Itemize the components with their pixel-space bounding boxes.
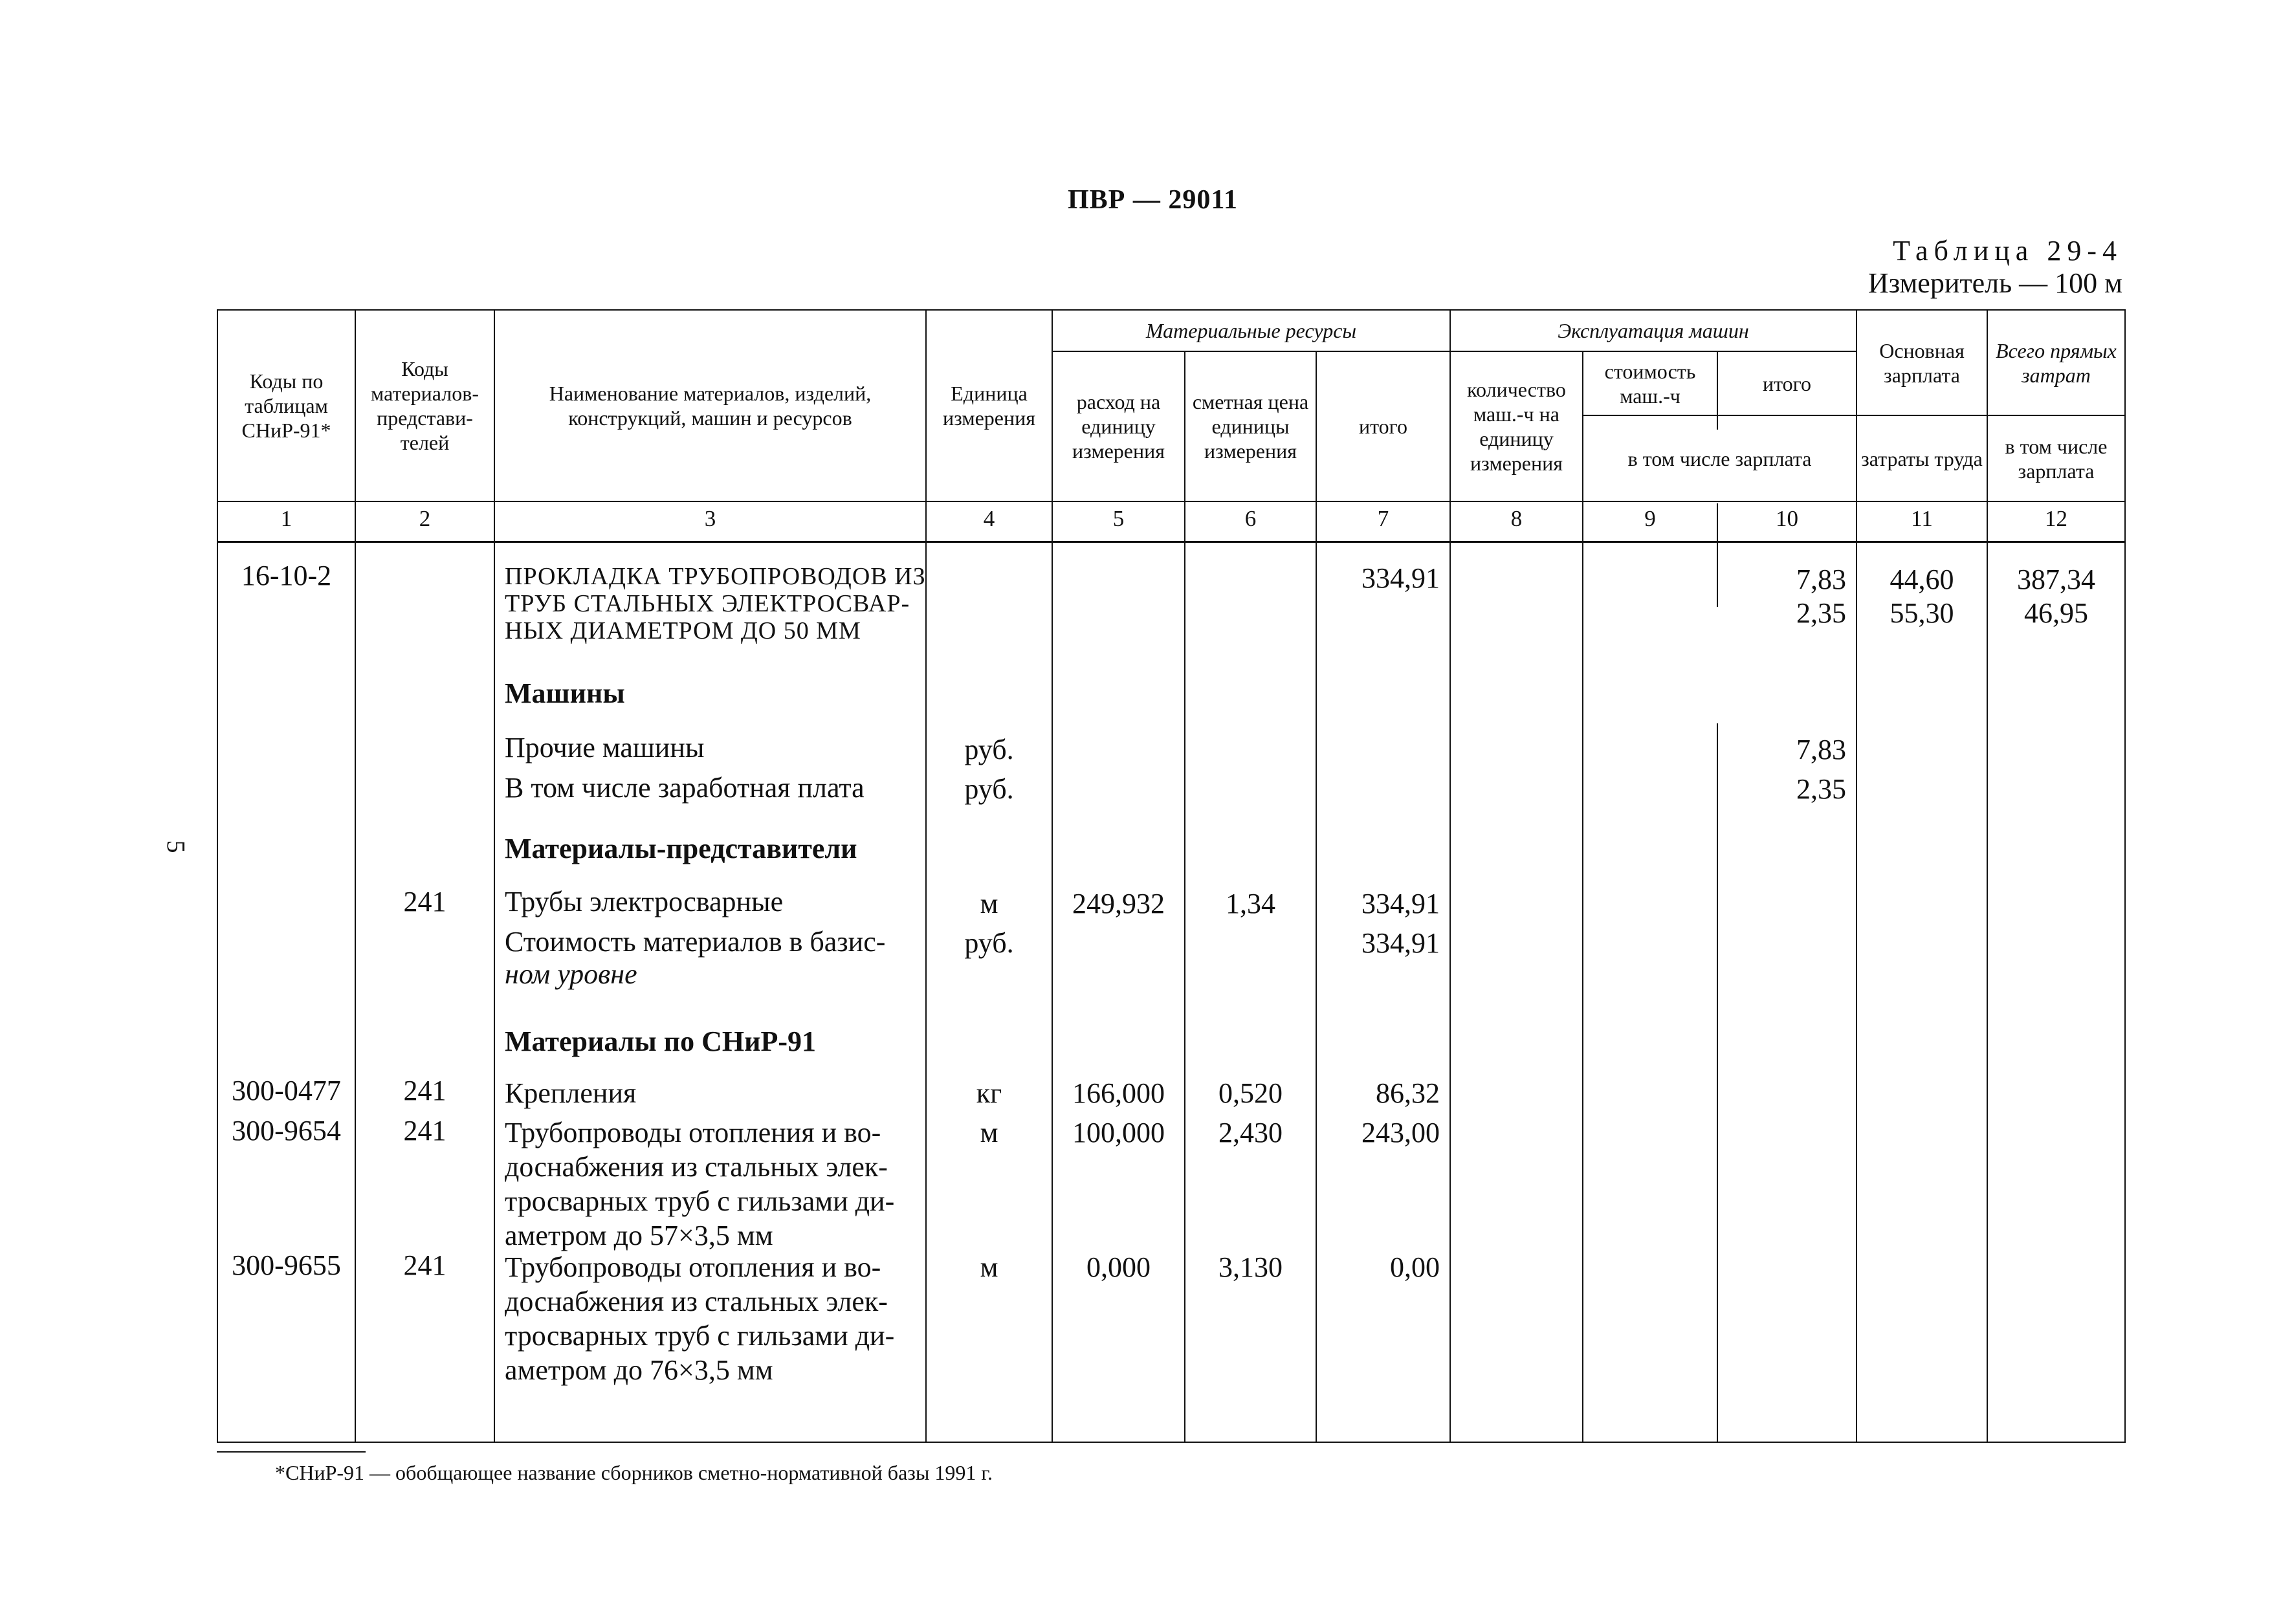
header-bottom-rule (217, 501, 2126, 502)
header-c9-10-sub: в том числе зарплата (1627, 446, 1812, 470)
row-c6: 1,34 (1226, 888, 1275, 919)
header-c7: итого (1358, 415, 1407, 438)
header-c10: итого (1762, 371, 1811, 395)
header-c2: Коды материалов-представи-телей (371, 357, 479, 454)
table-unit: Измеритель — 100 м (1868, 267, 2122, 299)
row-name-line: аметром до 57×3,5 мм (505, 1220, 773, 1251)
row-c7: 243,00 (1361, 1117, 1440, 1148)
column-number: 9 (1644, 506, 1656, 531)
row-c6: 0,520 (1218, 1077, 1283, 1109)
row-name-line: Стоимость материалов в базис- (505, 926, 886, 958)
column-number: 12 (2045, 506, 2067, 531)
row-name-line: аметром до 76×3,5 мм (505, 1354, 773, 1386)
header-c12-top: Всего прямых затрат (1996, 338, 2117, 387)
numbers-bottom-rule (217, 541, 2126, 543)
row-c7: 334,91 (1361, 927, 1440, 959)
row-c5: 166,000 (1072, 1077, 1165, 1109)
row-c1: 300-0477 (232, 1075, 341, 1106)
footnote-rule (217, 1451, 366, 1453)
main-name-line: ПРОКЛАДКА ТРУБОПРОВОДОВ ИЗ (505, 563, 926, 590)
column-number: 5 (1112, 506, 1125, 531)
main-code: 16-10-2 (241, 560, 332, 591)
row-c2: 241 (403, 1115, 446, 1147)
row-unit: м (980, 1117, 998, 1148)
row-name: В том числе заработная плата (505, 772, 865, 804)
row-name-line: доснабжения из стальных элек- (505, 1151, 888, 1183)
row-c7: 334,91 (1361, 888, 1440, 919)
row-c7: 0,00 (1390, 1251, 1440, 1283)
header-c4: Единица измерения (943, 382, 1035, 430)
section-heading-snir: Материалы по СНиР-91 (505, 1026, 817, 1057)
row-c10: 2,35 (1796, 773, 1846, 805)
row-name-line: ном уровне (505, 958, 637, 990)
header-c3: Наименование материалов, изделий, конструкций, машин и ресурсов (549, 382, 872, 430)
row-c1: 300-9655 (232, 1249, 341, 1281)
header-c5: расход на единицу измерения (1072, 390, 1165, 463)
row-name-line: Трубопроводы отопления и во- (505, 1117, 881, 1148)
row-unit: м (980, 888, 998, 919)
header-c11-top: Основная зарплата (1879, 338, 1965, 387)
main-machines-total: 7,83 (1796, 564, 1846, 595)
column-number: 2 (419, 506, 431, 531)
header-c11-bottom: затраты труда (1861, 446, 1983, 470)
main-machines-wage: 2,35 (1796, 597, 1846, 629)
row-unit: м (980, 1251, 998, 1283)
row-unit: руб. (964, 927, 1014, 959)
header-c8: количество маш.-ч на единицу измерения (1467, 378, 1566, 475)
header-c6: сметная цена единицы измерения (1192, 390, 1309, 463)
row-name-line: тросварных труб с гильзами ди- (505, 1185, 895, 1217)
main-direct-total: 387,34 (2017, 564, 2095, 595)
main-name-line: ТРУБ СТАЛЬНЫХ ЭЛЕКТРОСВАР- (505, 590, 910, 617)
footnote: *СНиР-91 — обобщающее название сборников сметно-нормативной базы 1991 г. (275, 1461, 993, 1484)
column-number: 11 (1911, 506, 1933, 531)
row-unit: кг (976, 1077, 1002, 1109)
header-c12-bottom: в том числе зарплата (2005, 434, 2108, 483)
main-base-wage: 44,60 (1890, 564, 1954, 595)
row-name: Трубы электросварные (505, 886, 784, 917)
main-labor: 55,30 (1890, 597, 1954, 629)
row-name: Прочие машины (505, 732, 705, 763)
table-border-right (2124, 309, 2126, 1443)
row-c5: 249,932 (1072, 888, 1165, 919)
document-title: ПВР — 29011 (1068, 185, 1239, 215)
main-direct-wage: 46,95 (2024, 597, 2088, 629)
row-c6: 3,130 (1218, 1251, 1283, 1283)
column-number: 4 (983, 506, 995, 531)
column-number: 3 (704, 506, 716, 531)
row-unit: руб. (964, 734, 1014, 765)
section-heading-representatives: Материалы-представители (505, 833, 857, 864)
row-c1: 300-9654 (232, 1115, 341, 1147)
row-c7: 86,32 (1376, 1077, 1440, 1109)
header-group-machines: Эксплуатация машин (1558, 319, 1749, 342)
col-divider (1717, 723, 1718, 1443)
row-c2: 241 (403, 1249, 446, 1281)
row-unit: руб. (964, 773, 1014, 805)
column-number: 6 (1244, 506, 1257, 531)
row-c6: 2,430 (1218, 1117, 1283, 1148)
resource-table (217, 309, 2126, 1443)
main-name-line: НЫХ ДИАМЕТРОМ ДО 50 ММ (505, 617, 861, 644)
row-name-line: Трубопроводы отопления и во- (505, 1251, 881, 1283)
column-number: 1 (280, 506, 292, 531)
section-heading-machines: Машины (505, 677, 625, 709)
main-total-materials: 334,91 (1361, 562, 1440, 594)
side-page-number: 5 (161, 840, 191, 853)
row-name-line: тросварных труб с гильзами ди- (505, 1320, 895, 1352)
table-caption: Таблица 29-4 (1893, 235, 2122, 267)
column-number: 8 (1510, 506, 1523, 531)
column-number: 7 (1377, 506, 1389, 531)
row-name: Крепления (505, 1077, 637, 1109)
table-border-bottom (217, 1442, 2126, 1443)
row-name-line: доснабжения из стальных элек- (505, 1286, 888, 1317)
header-group-materials: Материальные ресурсы (1145, 319, 1357, 342)
row-c5: 0,000 (1086, 1251, 1151, 1283)
header-c1: Коды по таблицам СНиР-91* (241, 369, 331, 442)
row-c10: 7,83 (1796, 734, 1846, 765)
column-number: 10 (1776, 506, 1798, 531)
header-c9: стоимость маш.-ч (1604, 359, 1696, 408)
row-c5: 100,000 (1072, 1117, 1165, 1148)
row-c2: 241 (403, 1075, 446, 1106)
row-c2: 241 (403, 886, 446, 917)
